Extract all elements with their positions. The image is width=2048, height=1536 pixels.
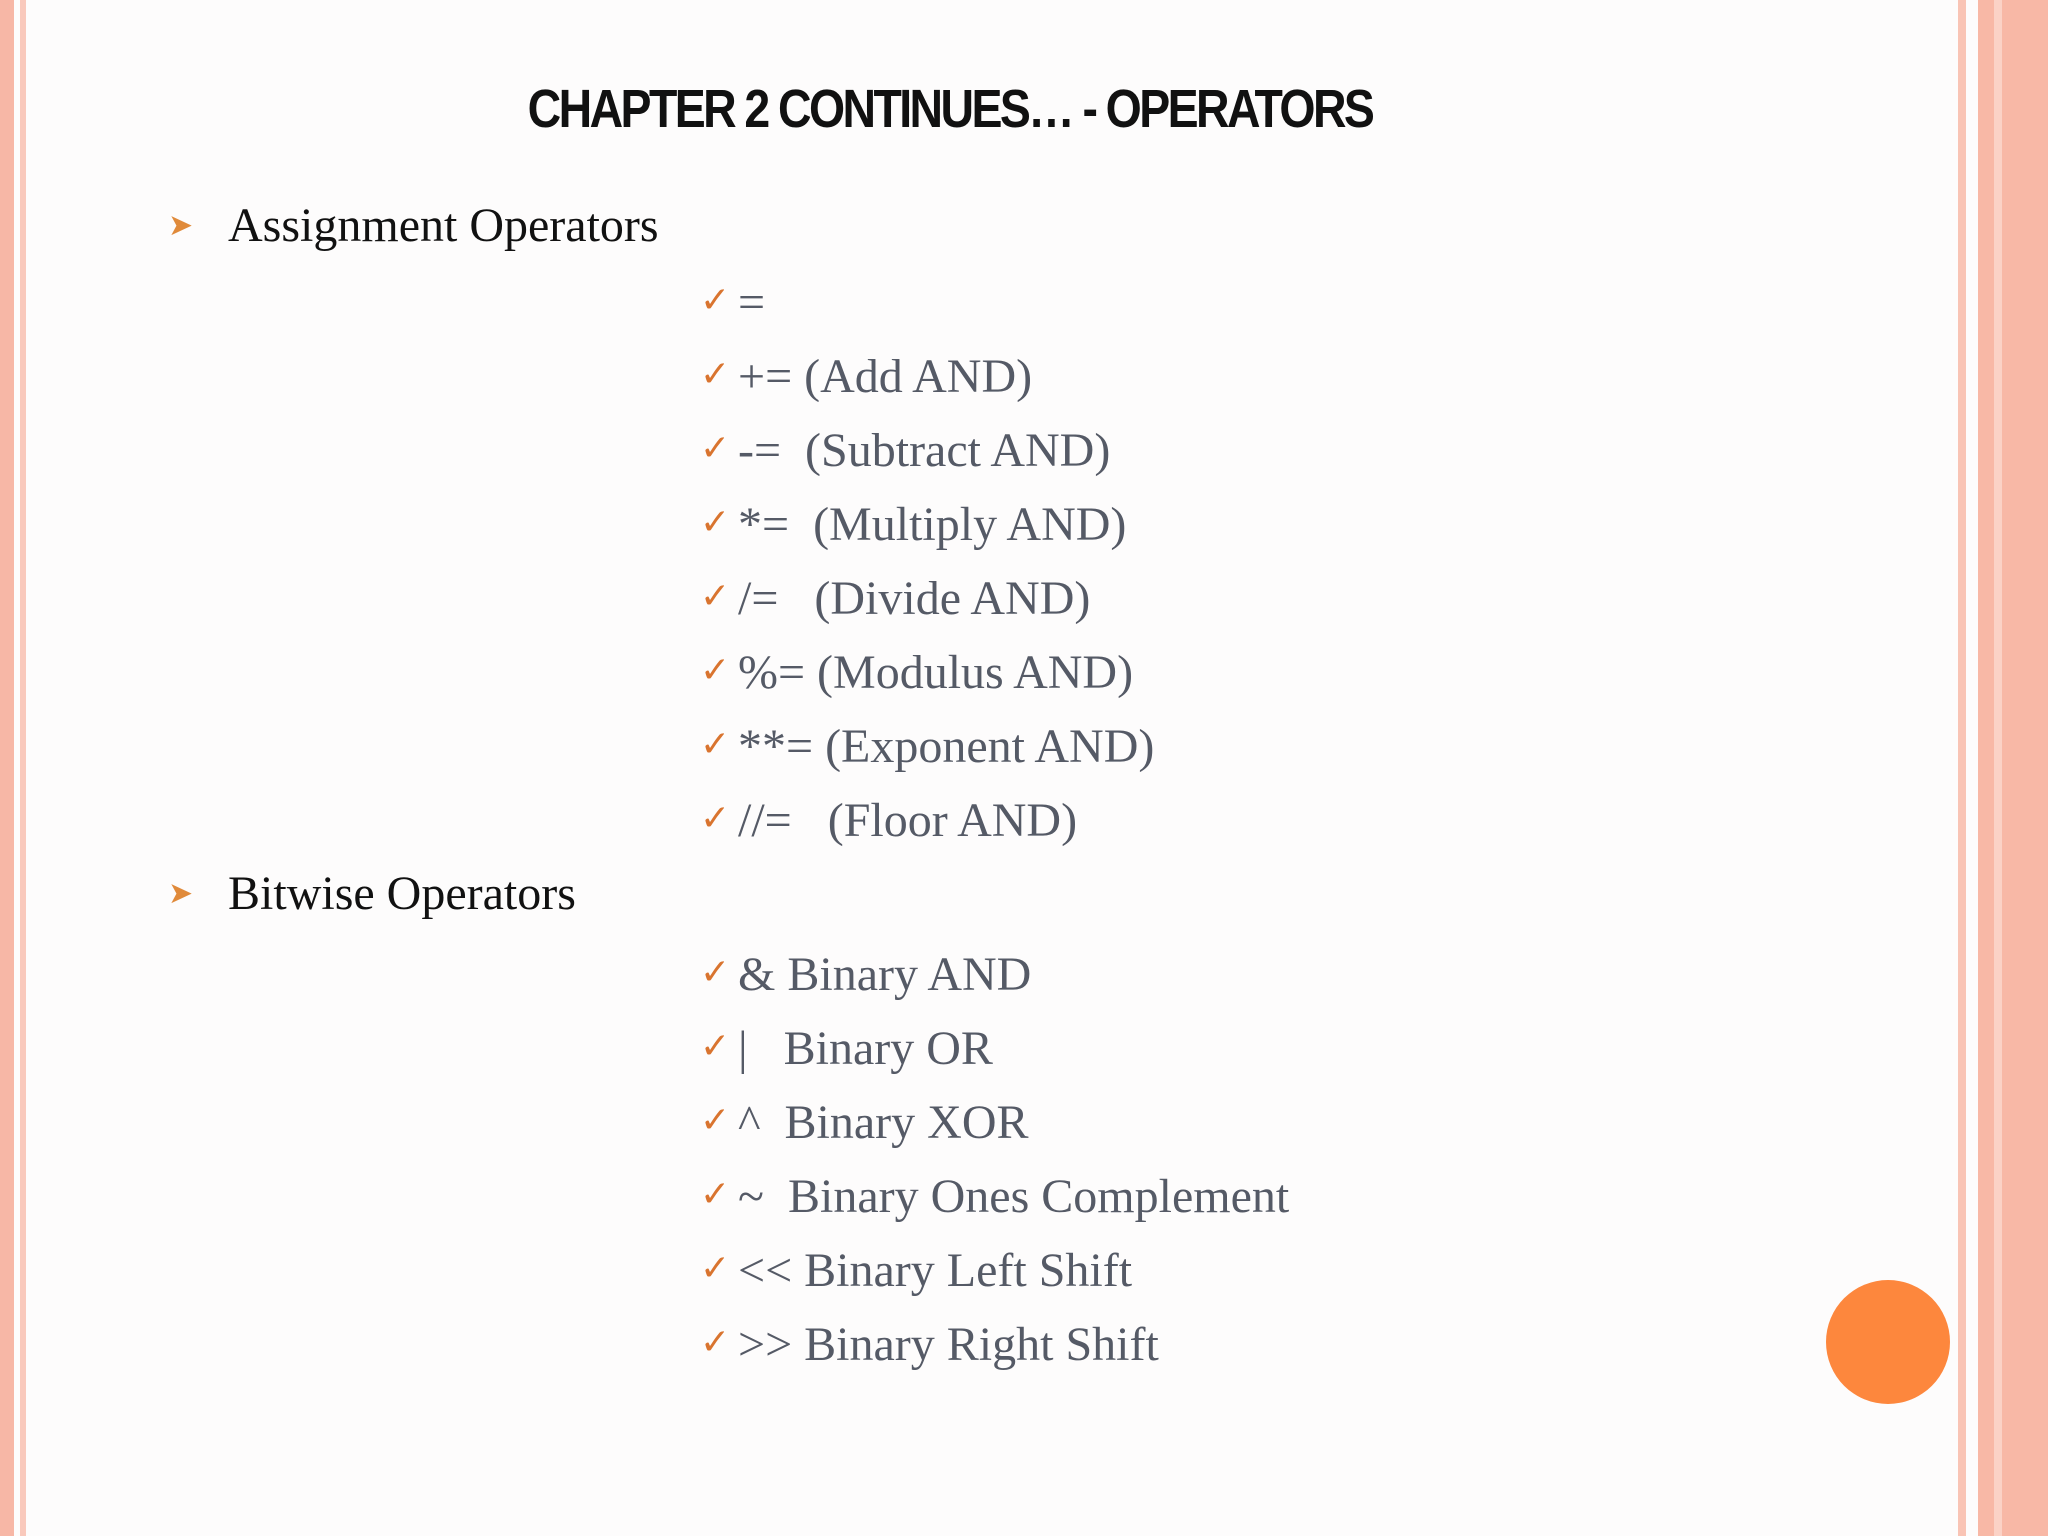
list-item-label: //= (Floor AND)	[738, 794, 1078, 847]
list-item	[700, 782, 1154, 856]
right-border-stripe-inner	[1994, 0, 2002, 1536]
bitwise-operator-list	[700, 936, 1289, 1380]
checkmark-icon: ✓	[700, 354, 731, 395]
list-item	[700, 338, 1154, 412]
right-border-stripe	[1958, 0, 1966, 1536]
list-item	[700, 1232, 1289, 1306]
list-item-label: -= (Subtract AND)	[738, 424, 1111, 477]
checkmark-icon: ✓	[700, 428, 731, 469]
list-item	[700, 1158, 1289, 1232]
checkmark-icon: ✓	[700, 798, 731, 839]
list-item-label: >> Binary Right Shift	[738, 1318, 1159, 1371]
decorative-orange-circle	[1826, 1280, 1950, 1404]
list-item	[700, 412, 1154, 486]
list-item-label: **= (Exponent AND)	[738, 720, 1155, 773]
list-item	[700, 1084, 1289, 1158]
list-item	[700, 264, 1154, 338]
checkmark-icon: ✓	[700, 1100, 731, 1141]
left-border-stripe-inner	[20, 0, 26, 1536]
list-item	[700, 486, 1154, 560]
list-item-label: ~ Binary Ones Complement	[738, 1170, 1290, 1223]
section-heading-bitwise	[168, 866, 576, 921]
checkmark-icon: ✓	[700, 502, 731, 543]
list-item	[700, 1010, 1289, 1084]
checkmark-icon: ✓	[700, 1248, 731, 1289]
checkmark-icon: ✓	[700, 1174, 731, 1215]
left-border-stripe	[0, 0, 14, 1536]
list-item-label: %= (Modulus AND)	[738, 646, 1134, 699]
list-item-label: /= (Divide AND)	[738, 572, 1091, 625]
list-item-label: += (Add AND)	[738, 350, 1033, 403]
assignment-operator-list	[700, 264, 1154, 856]
arrow-bullet-icon: ➤	[168, 209, 194, 242]
slide-title: CHAPTER 2 CONTINUES… - OPERATORS	[527, 79, 1373, 139]
section-heading-label: Assignment Operators	[228, 199, 659, 252]
checkmark-icon: ✓	[700, 952, 731, 993]
list-item-label: =	[738, 276, 766, 329]
list-item	[700, 708, 1154, 782]
list-item	[700, 560, 1154, 634]
checkmark-icon: ✓	[700, 576, 731, 617]
arrow-bullet-icon: ➤	[168, 877, 194, 910]
list-item-label: *= (Multiply AND)	[738, 498, 1127, 551]
right-border-band	[1978, 0, 2048, 1536]
list-item	[700, 634, 1154, 708]
list-item-label: | Binary OR	[738, 1022, 993, 1075]
section-heading-label: Bitwise Operators	[228, 867, 576, 920]
list-item	[700, 1306, 1289, 1380]
list-item-label: & Binary AND	[738, 948, 1032, 1001]
checkmark-icon: ✓	[700, 1026, 731, 1067]
list-item-label: ^ Binary XOR	[738, 1096, 1029, 1149]
checkmark-icon: ✓	[700, 724, 731, 765]
list-item-label: << Binary Left Shift	[738, 1244, 1133, 1297]
checkmark-icon: ✓	[700, 1322, 731, 1363]
section-heading-assignment	[168, 198, 659, 253]
checkmark-icon: ✓	[700, 280, 731, 321]
list-item	[700, 936, 1289, 1010]
checkmark-icon: ✓	[700, 650, 731, 691]
